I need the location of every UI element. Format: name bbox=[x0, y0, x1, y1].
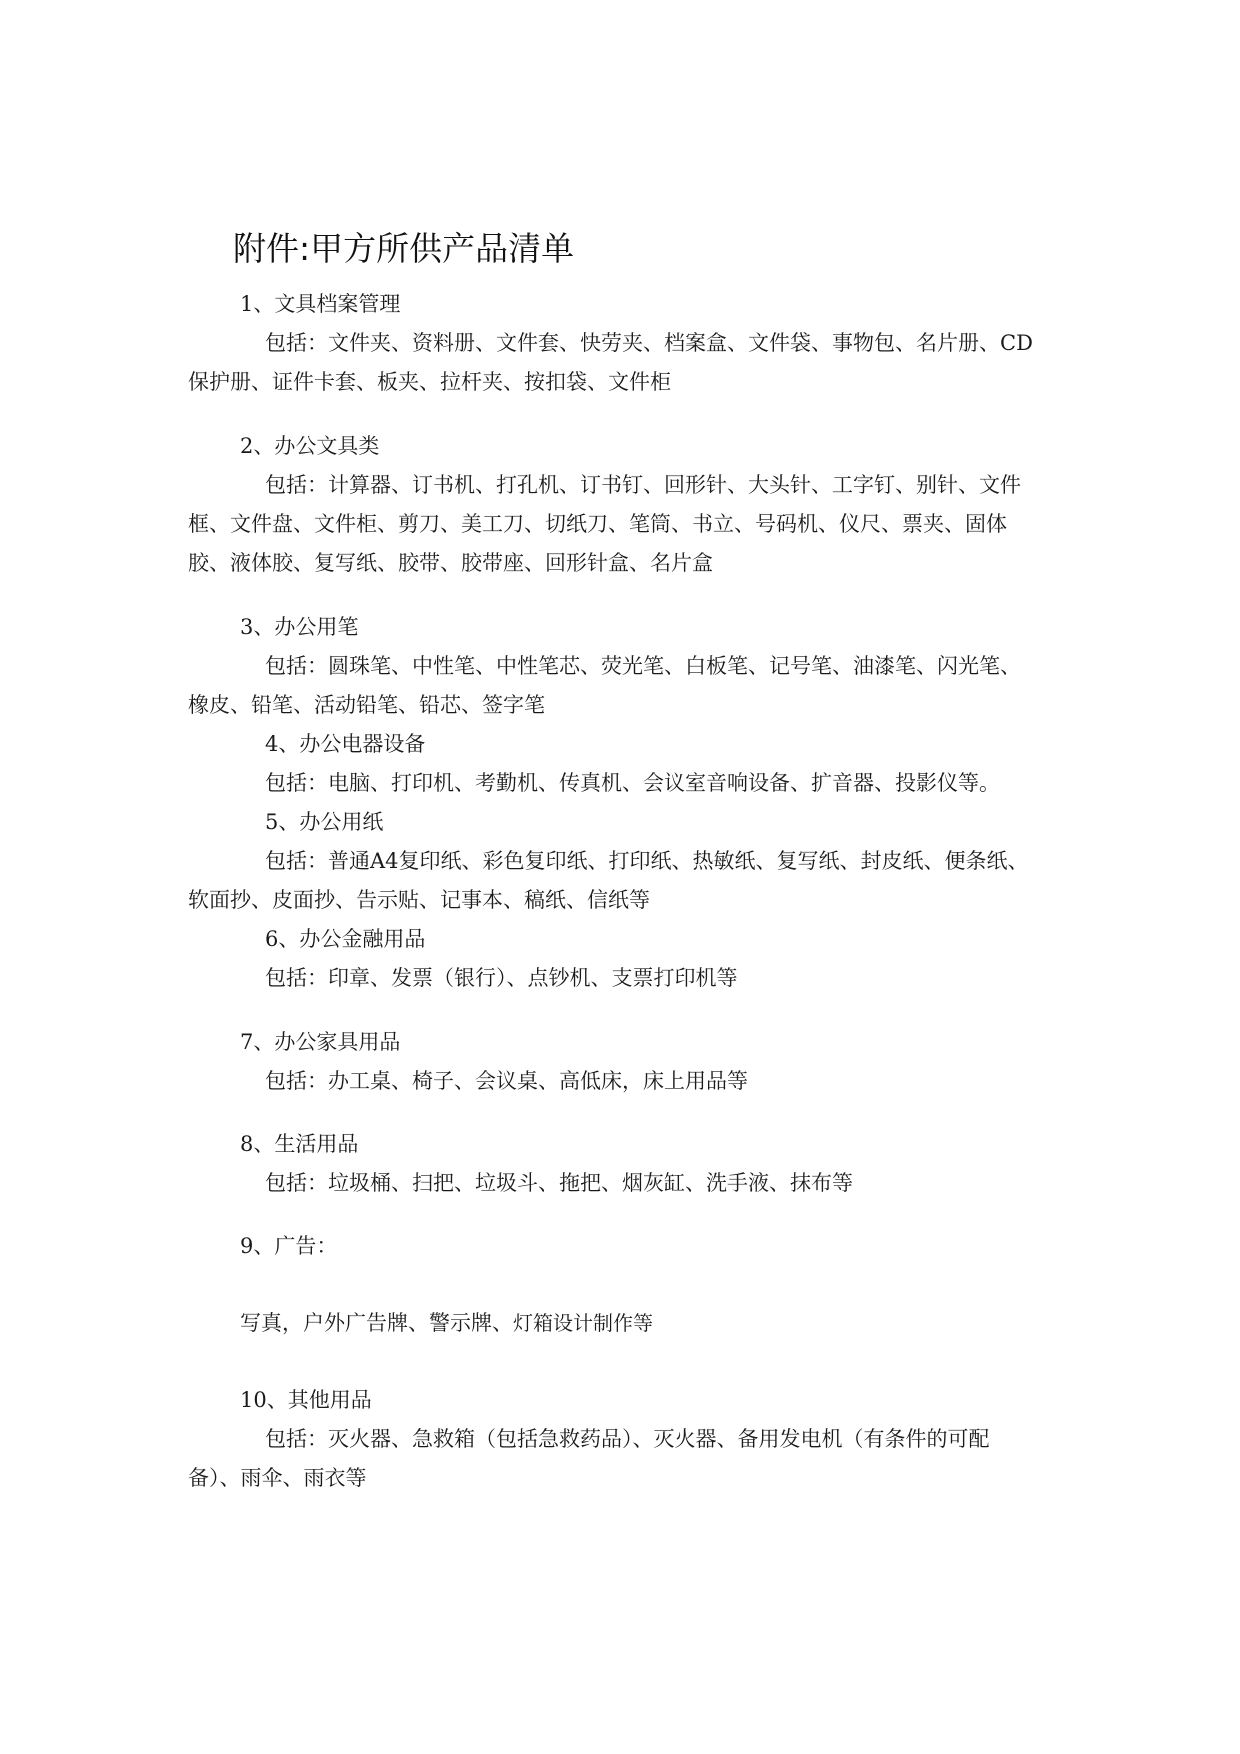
section-body-line: 包括：垃圾桶、扫把、垃圾斗、拖把、烟灰缸、洗手液、抹布等 bbox=[265, 1171, 853, 1195]
section-body-line: 包括：办工桌、椅子、会议桌、高低床，床上用品等 bbox=[265, 1069, 748, 1093]
section-body-line: 包括：圆珠笔、中性笔、中性笔芯、荧光笔、白板笔、记号笔、油漆笔、闪光笔、 bbox=[265, 654, 1021, 678]
document-title: 附件:甲方所供产品清单 bbox=[233, 229, 575, 268]
section-body-line: 包括：灭火器、急救箱（包括急救药品）、灭火器、备用发电机（有条件的可配 bbox=[265, 1427, 990, 1451]
section-body-line: 包括：计算器、订书机、打孔机、订书钉、回形针、大头针、工字钉、别针、文件 bbox=[265, 473, 1021, 497]
section-heading: 10、其他用品 bbox=[240, 1388, 372, 1412]
section-heading: 2、办公文具类 bbox=[240, 434, 380, 458]
section-heading: 6、办公金融用品 bbox=[265, 927, 426, 951]
section-heading: 5、办公用纸 bbox=[265, 810, 384, 834]
section-body-line: 胶、液体胶、复写纸、胶带、胶带座、回形针盒、名片盒 bbox=[188, 551, 713, 575]
section-body-line bbox=[240, 1313, 653, 1334]
section-body-line: 包括：印章、发票（银行）、点钞机、支票打印机等 bbox=[265, 966, 738, 990]
section-heading: 8、生活用品 bbox=[240, 1132, 359, 1156]
section-body-line: 橡皮、铅笔、活动铅笔、铅芯、签字笔 bbox=[188, 693, 545, 717]
section-heading: 7、办公家具用品 bbox=[240, 1030, 401, 1054]
section-body-line: 包括：电脑、打印机、考勤机、传真机、会议室音响设备、扩音器、投影仪等。 bbox=[265, 771, 1000, 795]
section-body-line: 包括：文件夹、资料册、文件套、快劳夹、档案盒、文件袋、事物包、名片册、CD bbox=[265, 331, 1033, 355]
section-body-line: 保护册、证件卡套、板夹、拉杆夹、按扣袋、文件柜 bbox=[188, 370, 671, 394]
section-body-line: 框、文件盘、文件柜、剪刀、美工刀、切纸刀、笔筒、书立、号码机、仪尺、票夹、固体 bbox=[188, 512, 1007, 536]
section-heading: 3、办公用笔 bbox=[240, 615, 359, 639]
section-body-line: 软面抄、皮面抄、告示贴、记事本、稿纸、信纸等 bbox=[188, 888, 650, 912]
section-body-line: 包括：普通A4复印纸、彩色复印纸、打印纸、热敏纸、复写纸、封皮纸、便条纸、 bbox=[265, 849, 1029, 873]
section-heading: 1、文具档案管理 bbox=[240, 292, 401, 316]
ad-items-text: 写真，户外广告牌、警示牌、 bbox=[240, 1311, 513, 1335]
ad-items-text-tail: 灯箱设计制作等 bbox=[513, 1311, 653, 1335]
section-body-line: 备）、雨伞、雨衣等 bbox=[188, 1466, 367, 1490]
section-heading: 4、办公电器设备 bbox=[265, 732, 426, 756]
section-heading: 9、广告： bbox=[240, 1234, 338, 1258]
